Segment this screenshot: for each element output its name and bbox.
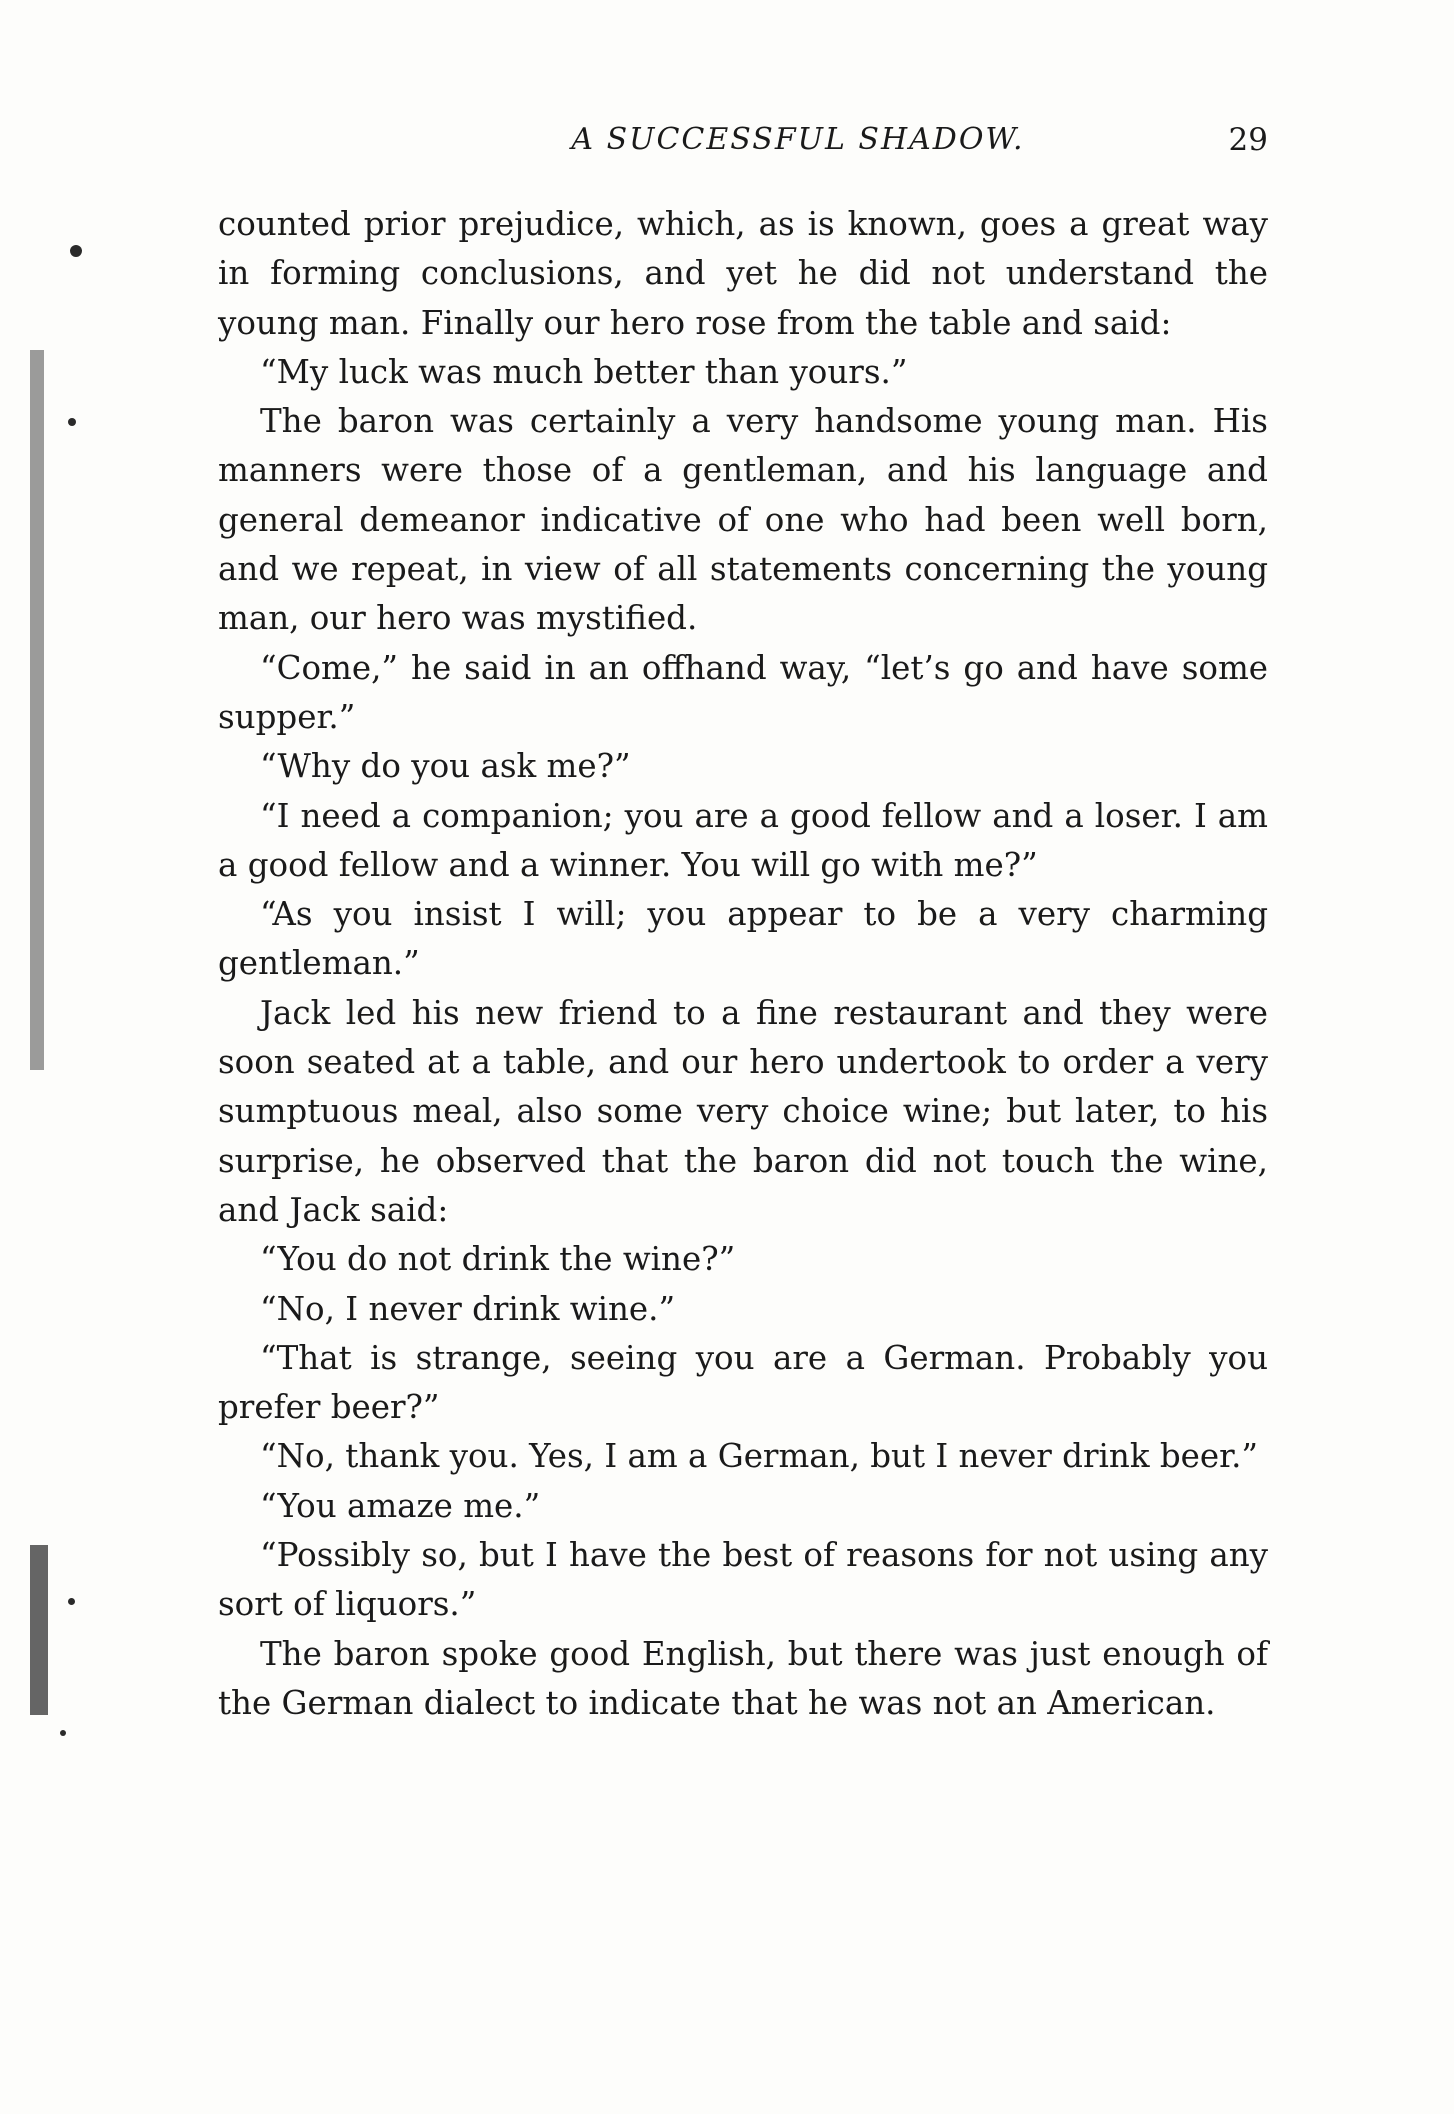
ink-speck <box>68 1598 75 1605</box>
paragraph-6: “I need a companion; you are a good fellow and a loser. I am a good fellow and a winner. You will go with me?” <box>218 796 1268 884</box>
paragraph-1: counted prior prejudice, which, as is known, goes a great way in forming conclusions, and yet he did not understand the young man. Finally our hero rose from the table and said: <box>218 205 1268 342</box>
body-text <box>218 200 1268 1728</box>
paragraph-3: The baron was certainly a very handsome young man. His manners were those of a gentleman, and his language and general demeanor indicative of one who had been well born, and we repeat, in view of all statements concerning the young man, our hero was mystified. <box>218 402 1268 638</box>
paragraph-2: “My luck was much better than yours.” <box>260 352 908 391</box>
paragraph-4: “Come,” he said in an offhand way, “let’s go and have some supper.” <box>218 648 1268 736</box>
paragraph-14: “Possibly so, but I have the best of reasons for not using any sort of liquors.” <box>218 1536 1268 1624</box>
ink-speck <box>60 1730 66 1736</box>
page-number: 29 <box>1228 122 1268 158</box>
paragraph-5: “Why do you ask me?” <box>260 747 631 786</box>
page-header <box>218 118 1268 168</box>
paragraph-7: “As you insist I will; you appear to be a very charming gentleman.” <box>218 895 1268 983</box>
paragraph-8: Jack led his new friend to a fine restaurant and they were soon seated at a table, and our hero undertook to order a very sumptuous meal, also some very choice wine; but later, to his surprise, he observed that the baron did not touch the wine, and Jack said: <box>218 993 1268 1229</box>
ink-speck <box>70 245 82 257</box>
paragraph-11: “That is strange, seeing you are a German. Probably you prefer beer?” <box>218 1338 1268 1427</box>
binding-shadow-upper <box>30 350 44 1070</box>
ink-speck <box>68 418 76 426</box>
paragraph-12: “No, thank you. Yes, I am a German, but I never drink beer.” <box>260 1437 1259 1476</box>
paragraph-15: The baron spoke good English, but there was just enough of the German dialect to indicate that he was not an American. <box>218 1634 1268 1722</box>
paragraph-13: “You amaze me.” <box>260 1486 541 1525</box>
running-title: A SUCCESSFUL SHADOW. <box>571 122 1025 157</box>
paragraph-10: “No, I never drink wine.” <box>260 1289 676 1328</box>
paragraph-9: “You do not drink the wine?” <box>260 1240 736 1279</box>
binding-shadow-lower <box>30 1545 48 1715</box>
